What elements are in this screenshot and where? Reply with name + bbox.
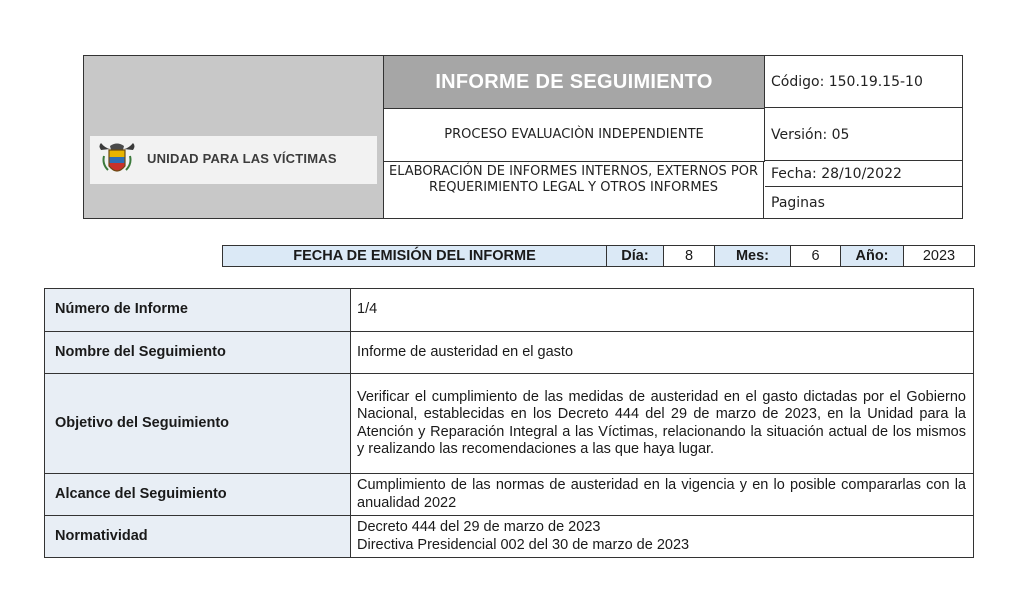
table-row	[45, 374, 974, 474]
logo-cell	[84, 56, 384, 218]
scope-label: Alcance del Seguimiento	[45, 474, 351, 516]
document-header	[83, 55, 963, 219]
coat-of-arms-icon	[96, 140, 138, 180]
year-value: 2023	[904, 246, 974, 266]
emission-date-row	[222, 245, 975, 267]
document-version: Versión: 05	[765, 109, 962, 161]
entity-name: UNIDAD PARA LAS VÍCTIMAS	[147, 151, 337, 166]
month-label: Mes:	[715, 246, 791, 266]
document-pages: Paginas	[771, 195, 825, 211]
process-name: PROCESO EVALUACIÒN INDEPENDIENTE	[384, 109, 765, 162]
objective-label: Objetivo del Seguimiento	[45, 374, 351, 474]
day-label: Día:	[607, 246, 664, 266]
entity-logo	[90, 136, 377, 184]
number-label: Número de Informe	[45, 289, 351, 332]
name-value: Informe de austeridad en el gasto	[351, 332, 974, 374]
emission-date-label: FECHA DE EMISIÓN DEL INFORME	[223, 246, 607, 266]
regulation-item: Decreto 444 del 29 de marzo de 2023	[357, 519, 601, 535]
table-row	[45, 516, 974, 558]
name-label: Nombre del Seguimiento	[45, 332, 351, 374]
report-info-table	[44, 288, 974, 558]
month-value: 6	[791, 246, 841, 266]
document-code: Código: 150.19.15-10	[765, 56, 962, 108]
objective-value: Verificar el cumplimiento de las medidas de austeridad en el gasto dictadas por el Gobierno Nacional, establecidas en los Decreto 444 del 29 de marzo de 2023, en la Unidad para la Atención y Reparación Integral a las Víctimas, relacionando la situación actual de los mismos y realizando las recomendaciones a las que haya lugar.	[351, 374, 974, 474]
table-row	[45, 289, 974, 332]
table-row	[45, 474, 974, 516]
document-date: Fecha: 28/10/2022	[765, 162, 962, 187]
regulation-item: Directiva Presidencial 002 del 30 de marzo de 2023	[357, 536, 690, 553]
table-row	[45, 332, 974, 374]
report-title: INFORME DE SEGUIMIENTO	[384, 56, 765, 109]
scope-value: Cumplimiento de las normas de austeridad en la vigencia y en lo posible compararlas con la anualidad 2022	[351, 474, 974, 516]
procedure-name: ELABORACIÓN DE INFORMES INTERNOS, EXTERNOS POR REQUERIMIENTO LEGAL Y OTROS INFORMES	[384, 162, 764, 218]
year-label: Año:	[841, 246, 904, 266]
number-value: 1/4	[351, 289, 974, 332]
regulations-label: Normatividad	[45, 516, 351, 558]
day-value: 8	[664, 246, 715, 266]
regulations-value	[351, 516, 974, 558]
